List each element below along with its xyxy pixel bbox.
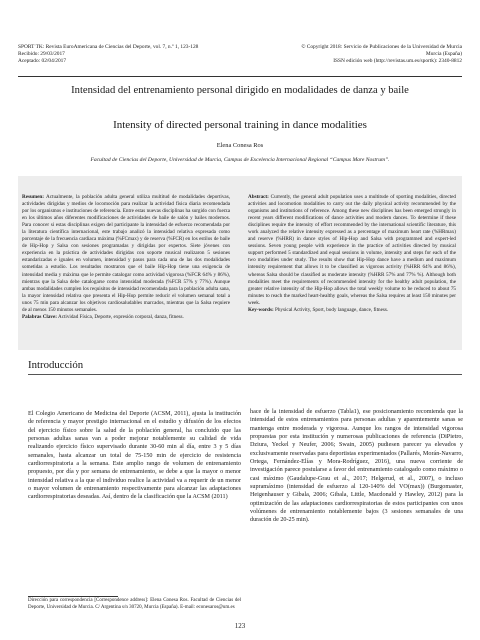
abstract-spanish-label: Resumen: (22, 194, 44, 200)
title-english: Intensity of directed personal training in dance modalities (113, 119, 367, 131)
correspondence-footnote: Dirección para correspondencia [Correspondence address]: Elena Conesa Ros. Facultad de Ciencias del Deporte, Universidad de Murcia. C/ Argentina s/n 30720, Murcia (España). E-mail: econesaros@um.es (28, 598, 241, 610)
keywords-english: Physical Activity, Sport, body language, dance, fitness. (275, 306, 389, 313)
abstract-english-label: Abstract: (248, 194, 269, 200)
issn-line: ISSN edición web (http://revistas.um.es/sportk): 2340-8812 (333, 58, 462, 65)
abstract-spanish (22, 194, 230, 321)
author-name: Elena Conesa Ros (216, 142, 264, 149)
received-date: Recibido: 29/03/2017 (18, 51, 65, 58)
header-divider (18, 76, 462, 77)
abstract-spanish-text: Actualmente, la población adulta general utiliza multitud de modalidades deportivas, actividades dirigidas y medios de locomoción para realizar la actividad física diaria recomendada por los organismos e instituciones de referencia. Entre estas nuevas disciplinas ha surgido con fuerza en los últimos años diferentes modificaciones de actividades de baile de salón y bailes modernos. Para conocer si estas disciplinas exigen del participante la intensidad de esfuerzo recomendada por la literatura científica internacional, este trabajo analizó la intensidad relativa expresada como porcentaje de la frecuencia cardiaca máxima (%FCmax) y de reserva (%FCR) en los estilos de baile de Hip-Hop y Salsa con sesiones programadas y dirigidas por expertos. Siete jóvenes con experiencia en la práctica de actividades dirigidas con soporte musical realizaron 5 sesiones estandarizadas e iguales en volumen, intensidad y pasos para cada una de las dos modalidades sometidas a estudio. Los resultados mostraron que el baile Hip-Hop tiene una exigencia de intensidad media y máxima que le permite catalogar como actividad vigorosa (%FCR 64% y 86%), mientras que la Salsa debe catalogarse como intensidad moderada (%FCR 57% y 77%). Aunque ambas modalidades cumplen los requisitos de intensidad recomendada para la población adulta sana, la mayor intensidad relativa que presenta el Hip-Hop permite reducir el volumen semanal total a unos 75 min para alcanzar los objetivos cardiosaludables marcados, mientras que la Salsa requiere de al menos 150 minutos semanales. (22, 194, 230, 313)
footnote-divider (28, 596, 118, 597)
keywords-english-label: Key-words: (248, 306, 274, 313)
title-spanish: Intensidad del entrenamiento personal dirigido en modalidades de danza y baile (71, 85, 409, 96)
body-text-right-column: hace de la intensidad de esfuerzo (Tabla1), ese posicionamiento recomienda que la intensidad de estos entrenamientos para personas adultas y aparentemente sanas se mantenga entre moderada y vigorosa. Aunque los rangos de intensidad vigorosa propuestas por esta institución y numerosas publicaciones de referencia (DiPietro, Dziura, Yeckel y Neufer, 2006; Swain, 2005) pudiesen parecer ya elevados y exclusivamente reservadas para deportistas experimentados (Pallarés, Morán-Navarro, Ortega, Fernández-Elías y Mora-Rodríguez, 2016), una nueva corriente de investigación parece postularse a favor del entrenamiento catalogado como máximo o casi máximo (Gaudalupe-Grau et al., 2017; Helgerud, et al., 2007), o incluso supramáximo (intensidad de esfuerzo al 120-140% del VO(max)) (Burgomaster, Heigenhauser y Gibala, 2006; Gibala, Little, Macdonald y Hawley, 2012) para la optimización de las adaptaciones cardiorrespiratorias de estos participantes con unos volúmenes de entrenamiento notablemente bajos (3 sesiones semanales de una duración de 20-25 min). (250, 409, 463, 524)
accepted-date: Aceptado: 02/04/2017 (18, 58, 67, 65)
section-divider (28, 374, 462, 375)
journal-header (18, 44, 462, 66)
keywords-spanish: Actividad Física, Deporte, expresión corporal, danza, fitness. (58, 313, 184, 320)
copyright-line: © Copyright 2018: Servicio de Publicaciones de la Universidad de Murcia (301, 44, 462, 50)
body-text-left-column: El Colegio Americano de Medicina del Deporte (ACSM, 2011), ajusta la institución de referencia y mayor prestigio internacional en el estudio y difusión de los efectos del ejercicio físico sobre la salud de la población general, ha concluido que las personas adultas sanas van a poder mejorar notablemente su calidad de vida realizando ejercicio físico supervisado durante 30-60 min al día, entre 3 y 5 días semanales, hasta alcanzar un total de 75-150 min de ejercicio de resistencia cardiorrespiratoria a la semana. Este amplio rango de volumen de entrenamiento propuesto, por día y por semana de entrenamiento, se debe a que la mayor o menor intensidad relativa a la que el individuo realice la actividad va a requerir de un menor o mayor volumen de entrenamiento respectivamente para alcanzar las adaptaciones cardiorrespiratorias deseadas. Así, dentro de la clasificación que la ACSM (2011) (28, 411, 241, 501)
journal-citation: SPORT TK: Revista EuroAmericana de Ciencias del Deporte, vol. 7, n.º 1, 123-128 (18, 44, 199, 50)
publisher-place: Murcia (España) (425, 51, 462, 58)
abstract-english (248, 194, 456, 314)
author-affiliation: Facultad de Ciencias del Deporte, Universidad de Murcia, Campus de Excelencia Internacional Regional “Campus Mare Nostrum”. (90, 157, 390, 163)
section-heading-introduction: Introducción (28, 359, 84, 371)
abstract-english-text: Currently, the general adult population uses a multitude of sporting modalities, directed activities and locomotion modalities to carry out the daily physical activity recommended by the organisms and institutions of reference. Among these new disciplines has been emerged strongly in recent years different modifications of dance activities and modern dances. To determine if these disciplines require the intensity of effort recommended by the international scientific literature, this work analyzed the relative intensity expressed as a percentage of maximum heart rate (%HRmax) and reserve (%HRR) in dance styles of Hip-Hop and Salsa with programmed and expert-led sessions. Seven young people with experience in the practice of activities directed by musical support performed 5 standardized and equal sessions in volume, intensity and steps for each of the two modalities under study. The results show that Hip-Hop dance have a medium and maximum intensity requirement that allows it to be classified as vigorous activity (%HRR 64% and 86%), whereas Salsa should be classified as moderate intensity (%HRR 57% and 77% %). Although both modalities meet the requirements of recommended intensity for the healthy adult population, the greater relative intensity of the Hip-Hop allows the total weekly volume to be reduced to about 75 minutes to reach the marked heart-healthy goals, whereas the Salsa requires at least 150 minutes per week. (248, 194, 456, 306)
keywords-spanish-label: Palabras Clave: (22, 313, 57, 320)
page-number: 123 (234, 622, 246, 630)
